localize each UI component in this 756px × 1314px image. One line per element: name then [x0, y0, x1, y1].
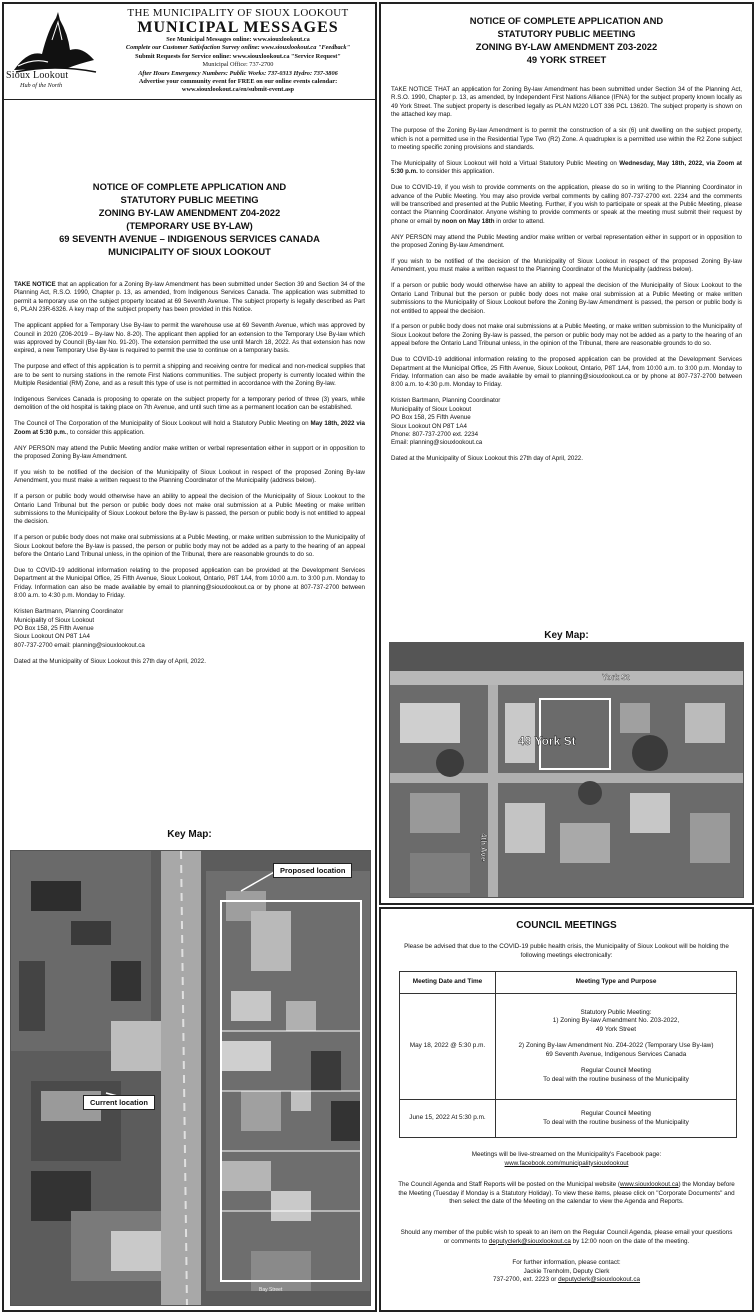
paragraph: The purpose of the Zoning By-law Amendment is to permit the construction of a six (6) unit dwelling on the subject property, which is not a permitted use in the Residential Type Two (R2) Zone. A quadruplex is a permitted use within the R2 Zone subject to meeting specific zoning provisions and standards.	[391, 127, 742, 151]
masthead-line: See Municipal Messages online: www.siouxlookout.ca	[166, 36, 310, 43]
notice2-body	[391, 86, 742, 471]
meeting-purpose	[496, 994, 737, 1100]
contact-info	[391, 1259, 742, 1285]
title-line: 49 YORK STREET	[526, 54, 607, 65]
paragraph-text: , to consider this application.	[66, 428, 145, 436]
table-header: Meeting Type and Purpose	[496, 972, 737, 994]
address-line: 807-737-2700 email: planning@siouxlookout.ca	[14, 641, 145, 649]
left-column	[2, 2, 377, 1312]
meeting-date: May 18, 2022 @ 5:30 p.m.	[400, 994, 496, 1100]
map-street-label: Bay Street	[259, 1287, 283, 1293]
keymap-label: Key Map:	[544, 630, 589, 641]
address-line: Sioux Lookout ON P8T 1A4	[391, 422, 467, 430]
map-street-label: York St	[602, 673, 630, 682]
purpose-line: 1) Zoning By-law Amendment No. Z03-2022,	[552, 1017, 680, 1025]
purpose-line: Regular Council Meeting	[581, 1110, 651, 1117]
masthead-line: Advertise your community event for FREE on our online events calendar:	[138, 78, 338, 86]
address-line: Municipality of Sioux Lookout	[391, 405, 472, 413]
council-intro: Please be advised that due to the COVID-19 public health crisis, the Municipality of Sioux Lookout will be holding the following meetings electronically:	[404, 943, 729, 959]
paragraph: If a person or public body would otherwise have an ability to appeal the decision of the Municipality of Sioux Lookout to the Ontario Land Tribunal but the person or public body does not make oral submission at a Public Meeting or make written submissions to the Municipality of Sioux Lookout before the By-law is passed, the person or public body is not entitled to appeal the decision.	[14, 493, 365, 526]
livestream-text: Meetings will be live-streamed on the Municipality's Facebook page:	[471, 1151, 662, 1158]
purpose-line: Regular Council Meeting	[581, 1067, 651, 1075]
paragraph-text: to consider this application.	[417, 168, 495, 176]
agenda-info	[397, 1181, 736, 1207]
paragraph: If a person or public body does not make oral submissions at a Public Meeting, or make written submission to the Municipality of Sioux Lookout before the By-law is passed, the person or public body may not be added as a party to the hearing of an appeal before the Ontario Land Tribunal unless, in the opinion of the Tribunal, there are reasonable grounds to do so.	[14, 534, 365, 559]
paragraph	[391, 184, 742, 226]
map-property-label: 49 York St	[518, 734, 576, 748]
paragraph: Indigenous Services Canada is proposing to operate on the subject property for a temporary period of three (3) years, while demolition of the old hospital is taking place on 7th Avenue, and until such time as a permanent location can be established.	[14, 395, 365, 412]
paragraph: ANY PERSON may attend the Public Meeting and/or make written or verbal representation either in support or in opposition to the proposed Zoning By-law Amendment.	[14, 444, 365, 460]
paragraph: TAKE NOTICE THAT an application for Zoning By-law Amendment has been submitted under Section 34 of the Planning Act, R.S.O. 1990, Chapter p. 13, as amended, by Independent First Nations Alliance (IFNA) for the subject property known locally as 49 York Street. The subject property is described legally as PLAN M220 LOT 336 PCL 13620. The subject property is shown on the attached key map.	[391, 86, 742, 119]
email-link[interactable]: deputyclerk@siouxlookout.ca	[488, 1237, 571, 1245]
table-header: Meeting Date and Time	[400, 972, 496, 994]
address-line: PO Box 158, 25 Fifth Avenue	[391, 414, 471, 422]
masthead-text	[104, 7, 372, 95]
masthead-line: www.siouxlookout.ca/en/submit-event.asp	[181, 86, 295, 94]
aerial-key-map	[10, 850, 371, 1306]
purpose-line: 49 York Street	[595, 1025, 637, 1033]
purpose-line: To deal with the routine business of the Municipality	[543, 1075, 689, 1083]
paragraph: Due to COVID-19 additional information relating to the proposed application can be provided at the Development Services Department at the Municipal Office, 25 Fifth Avenue, Sioux Lookout, Ontario, P8T 1A4, from 10:00 a.m. to 3:00 p.m. Monday to Friday. Information can also be made available by email to planning@siouxlookout.ca or by phone at 807-737-2700 between 8:00 a.m. to 4:30 p.m. Monday to Friday.	[14, 567, 365, 600]
meeting-purpose	[496, 1100, 737, 1138]
logo-name: Sioux Lookout	[6, 70, 69, 81]
council-title: COUNCIL MEETINGS	[516, 920, 617, 931]
paragraph: If a person or public body does not make oral submissions at a Public Meeting, or make written submission to the Municipality of Sioux Lookout before the Zoning By-law is passed, the person or public body may not be added as a party to the hearing of an appeal before the Ontario Land Tribunal unless, in the opinion of the Tribunal, there are reasonable grounds to do so.	[391, 323, 742, 348]
paragraph: ANY PERSON may attend the Public Meeting and/or make written or verbal representation either in support or in opposition to the proposed Zoning By-law Amendment.	[391, 233, 742, 250]
paragraph: The applicant applied for a Temporary Use By-law to permit the warehouse use at 69 Seventh Avenue, which was approved by Council in 2020 (Z06-2019 – By-law No. 8-20). The applicant then applied for an extension to the Temporary Use By-law which was approved by Council (By-law No. 91-20). The extension permitted the use until March 18, 2022. As that extension has now expired, a new Temporary Use By-law is required to permit the use to continue on a temporary basis.	[14, 322, 365, 355]
contact-address	[14, 608, 365, 650]
address-line: Kristen Bartmann, Planning Coordinator	[391, 397, 501, 405]
address-line: Kristen Bartmann, Planning Coordinator	[14, 608, 124, 616]
title-line: MUNICIPALITY OF SIOUX LOOKOUT	[108, 246, 271, 257]
address-line: Municipality of Sioux Lookout	[14, 616, 95, 624]
address-line: Phone: 807-737-2700 ext. 2234	[391, 430, 479, 438]
email-link[interactable]: deputyclerk@siouxlookout.ca	[558, 1276, 641, 1284]
masthead-title-small: THE MUNICIPALITY OF SIOUX LOOKOUT	[127, 7, 349, 19]
purpose-line: 2) Zoning By-law Amendment No. Z04-2022 (Temporary Use By-law)	[518, 1042, 714, 1050]
title-line: (TEMPORARY USE BY-LAW)	[126, 220, 253, 231]
paragraph-text: Due to COVID-19, if you wish to provide comments on the application, please do so in writing to the Planning Coordinator in advance of the Public Meeting. You may also provide verbal comments by calling 807-737-2700 ext. 2234 and the comments will be transcribed and presented at the Public Meeting. Further, if you wish to participate or speak at the Public Meeting, please contact the Planning Coordinator. Anyone wishing to provide comments or speak at the meeting must submit their request by phone or email by	[391, 184, 742, 225]
website-link[interactable]: www.siouxlookout.ca	[620, 1181, 679, 1188]
contact-line: Jackie Trenholm, Deputy Clerk	[523, 1267, 610, 1275]
title-line: NOTICE OF COMPLETE APPLICATION AND	[92, 181, 287, 192]
table-row	[400, 1100, 737, 1138]
logo-tagline: Hub of the North	[20, 82, 63, 89]
purpose-spacer	[499, 1034, 733, 1042]
table-row	[400, 994, 737, 1100]
speak-text: Should any member of the public wish to speak to an item on the Regular Council Agenda, please email your questions or comments to	[400, 1229, 733, 1245]
masthead	[4, 4, 375, 100]
paragraph-text: that an application for a Zoning By-law Amendment has been submitted under Section 39 and Section 34 of the Planning Act, R.S.O. 1990, Chapter p. 13, as amended, from Indigenous Services Canada. The application was submitted to permit a temporary use on the subject property located at 69 Seventh Avenue. The subject property is legally described as Part 6, PLAN 23R-6326. A key map of the subject property has been provided in this Notice.	[14, 281, 365, 314]
agenda-text: ) the Monday before the Meeting (Tuesday if Monday is a Statutory Holiday). To view these items, please click on "Corporate Documents" and then select the date of the Meeting on the calendar to view the Agenda and Reports.	[398, 1181, 735, 1206]
right-top-notice	[379, 2, 754, 905]
agenda-text: The Council Agenda and Staff Reports will be posted on the Municipal website (	[398, 1181, 620, 1188]
title-line: STATUTORY PUBLIC MEETING	[120, 194, 259, 205]
contact-line	[391, 1276, 742, 1285]
speak-info	[397, 1229, 736, 1246]
dated-line: Dated at the Municipality of Sioux Lookout this 27th day of April, 2022.	[391, 455, 583, 463]
address-line: Email: planning@siouxlookout.ca	[391, 439, 483, 447]
keymap-label: Key Map:	[167, 829, 212, 840]
aerial-map-image	[11, 851, 371, 1306]
purpose-line: Statutory Public Meeting:	[580, 1008, 652, 1016]
paragraph: The purpose and effect of this application is to permit a shipping and receiving centre for medical and non-medical supplies that are to be sent to nursing stations in the remote First Nations communities. The subject property is currently located within the Multiple Residential (RM) Zone, and as a result this type of use is not permitted in accordance with the Zoning By-law.	[14, 363, 365, 388]
address-line: Sioux Lookout ON P8T 1A4	[14, 633, 90, 641]
paragraph: If a person or public body would otherwise have an ability to appeal the decision of the Municipality of Sioux Lookout to the Ontario Land Tribunal but the person or public body does not make oral submission at a Public Meeting or make written submissions to the Municipality of Sioux Lookout before the Zoning By-law Amendment is passed, the person or public body is not entitled to appeal the decision.	[391, 282, 742, 315]
masthead-line: After Hours Emergency Numbers: Public Works: 737-0313 Hydro: 737-3806	[138, 69, 338, 77]
aerial-map-image	[390, 643, 744, 898]
masthead-line: Municipal Office: 737-2700	[202, 61, 274, 69]
title-line: ZONING BY-LAW AMENDMENT Z04-2022	[98, 207, 281, 218]
meeting-date: May 18th, 2022 via Zoom at 5:30 p.m.	[14, 420, 365, 436]
purpose-line: 69 Seventh Avenue, Indigenous Services Canada	[545, 1050, 687, 1058]
paragraph: Due to COVID-19 additional information relating to the proposed application can be provided at the Development Services Department at the Municipal Office, 25 Fifth Avenue, Sioux Lookout, Ontario, P8T 1A4, from 10:00 a.m. to 3:00 p.m. Monday to Friday. Information can also be made available by email to planning@siouxlookout.ca or by phone at 807-737-2700 between 8:00 a.m. to 4:30 p.m. Monday to Friday.	[391, 356, 742, 389]
title-line: 69 SEVENTH AVENUE – INDIGENOUS SERVICES CANADA	[59, 233, 320, 244]
contact-line: For further information, please contact:	[512, 1259, 621, 1266]
notice1-title	[14, 180, 365, 258]
aerial-key-map-york	[389, 642, 744, 898]
paragraph	[391, 160, 742, 177]
dated-line: Dated at the Municipality of Sioux Lookout this 27th day of April, 2022.	[14, 657, 206, 665]
purpose-line: To deal with the routine business of the Municipality	[543, 1118, 689, 1126]
meeting-date: June 15, 2022 At 5:30 p.m.	[400, 1100, 496, 1138]
title-line: ZONING BY-LAW AMENDMENT Z03-2022	[475, 41, 658, 52]
meeting-date: Wednesday, May 18th, 2022, via Zoom at 5:30 p.m.	[391, 159, 742, 176]
current-location-label: Current location	[83, 1095, 155, 1110]
paragraph: If you wish to be notified of the decision of the Municipality of Sioux Lookout in respect of the proposed Zoning By-law Amendment, you must make a written request to the Planning Coordinator of the Municipality (address below).	[391, 258, 742, 274]
table-header-row	[400, 972, 737, 994]
masthead-line: Submit Requests for Service online: www.siouxlookout.ca "Service Request"	[135, 52, 341, 60]
facebook-link[interactable]: www.facebook.com/municipalitysiouxlookout	[504, 1159, 629, 1167]
paragraph-text: The Municipality of Sioux Lookout will hold a Virtual Statutory Public Meeting on	[391, 159, 620, 167]
deadline: noon on May 18th	[441, 217, 495, 225]
address-line: PO Box 158, 25 Fifth Avenue	[14, 625, 94, 632]
paragraph	[14, 420, 365, 437]
paragraph: If you wish to be notified of the decision of the Municipality of Sioux Lookout in respect of the proposed Zoning By-law Amendment, you must make a written request to the Planning Coordinator of the Municipality (address below).	[14, 468, 365, 485]
masthead-title: MUNICIPAL MESSAGES	[137, 19, 339, 36]
paragraph-text: The Council of The Corporation of the Municipality of Sioux Lookout will hold a Statutory Public Meeting on	[14, 420, 311, 428]
map-street-label: 4th Ave	[479, 833, 488, 862]
paragraph	[14, 281, 365, 315]
paragraph-text: in order to attend.	[494, 217, 545, 225]
title-line: NOTICE OF COMPLETE APPLICATION AND	[469, 15, 664, 26]
proposed-location-label: Proposed location	[273, 863, 352, 878]
contact-address	[391, 397, 742, 447]
masthead-line: Complete our Customer Satisfaction Survey online: www.siouxlookout.ca "Feedback"	[125, 44, 351, 52]
notice1-body	[14, 281, 365, 674]
speak-text: by 12:00 noon on the date of the meeting.	[570, 1237, 690, 1245]
meetings-table	[399, 971, 737, 1138]
title-line: STATUTORY PUBLIC MEETING	[497, 28, 636, 39]
purpose-spacer	[499, 1059, 733, 1067]
notice2-title	[391, 14, 742, 66]
council-meetings-section	[379, 907, 754, 1312]
livestream-info	[391, 1151, 742, 1168]
contact-phone: 737-2700, ext. 2223 or	[492, 1276, 559, 1284]
lead-text: TAKE NOTICE	[14, 281, 56, 288]
